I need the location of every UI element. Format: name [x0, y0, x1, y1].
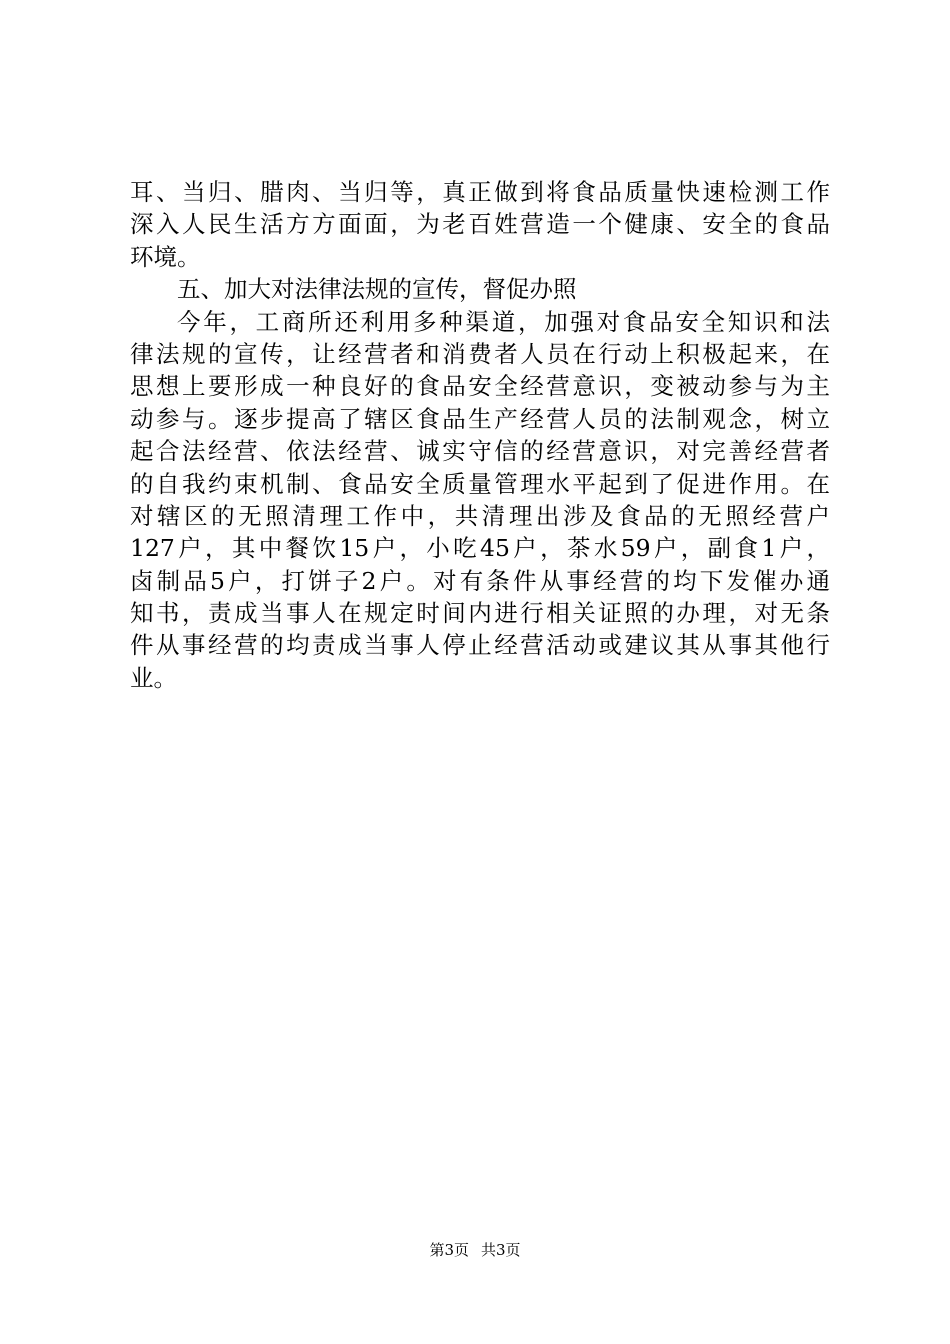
text-line: 今年，工商所还利用多种渠道，加强对食品安全知识和法: [177, 307, 830, 336]
text-line: 深入人民生活方方面面，为老百姓营造一个健康、安全的食品: [130, 210, 830, 239]
page-number: 第3页: [429, 1241, 469, 1259]
text-line: 对辖区的无照清理工作中，共清理出涉及食品的无照经营户: [130, 501, 830, 530]
text-line: 思想上要形成一种良好的食品安全经营意识，变被动参与为主: [130, 372, 830, 401]
text-line: 卤制品5户，打饼子2户。对有条件从事经营的均下发催办通: [130, 566, 830, 595]
text-line: 知书，责成当事人在规定时间内进行相关证照的办理，对无条: [130, 599, 830, 628]
text-line: 动参与。逐步提高了辖区食品生产经营人员的法制观念，树立: [130, 404, 830, 433]
text-line: 耳、当归、腊肉、当归等，真正做到将食品质量快速检测工作: [130, 178, 830, 206]
document-body: [130, 176, 830, 694]
page-footer: [0, 1240, 950, 1260]
section-heading: 五、加大对法律法规的宣传，督促办照: [177, 275, 577, 304]
text-line: 127户，其中餐饮15户，小吃45户，茶水59户，副食1户，: [130, 534, 830, 563]
text-line: 的自我约束机制、食品安全质量管理水平起到了促进作用。在: [130, 469, 830, 498]
text-line: 律法规的宣传，让经营者和消费者人员在行动上积极起来，在: [130, 339, 830, 368]
text-line: 环境。: [130, 242, 201, 271]
text-line: 业。: [130, 663, 177, 692]
page-total: 共3页: [481, 1241, 521, 1259]
text-line: 件从事经营的均责成当事人停止经营活动或建议其从事其他行: [130, 631, 830, 660]
text-line: 起合法经营、依法经营、诚实守信的经营意识，对完善经营者: [130, 437, 830, 466]
